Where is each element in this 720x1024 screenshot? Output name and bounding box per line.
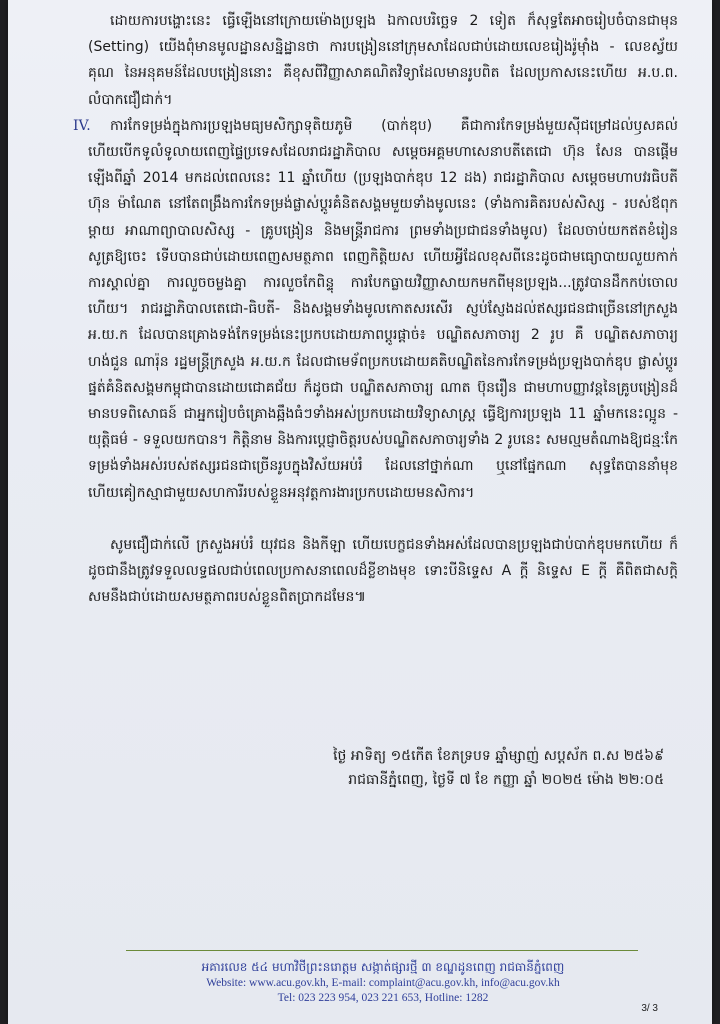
lunar-date: ថ្ងៃ អាទិត្យ ១៥កើត ខែភទ្របទ ឆ្នាំម្សាញ់ សប្តស័ក ព.ស ២៥៦៩	[333, 748, 664, 764]
letter-body	[73, 8, 678, 610]
footer-address: អគារលេខ ៥៤ មហាវិថីព្រះនរោត្តម សង្កាត់ផ្សារថ្មី ៣ ខណ្ឌដូនពេញ រាជធានីភ្នំពេញ	[201, 960, 565, 974]
item-iv-text: ការកែទម្រង់ក្នុងការប្រឡងមធ្យមសិក្សាទុតិយភូមិ (បាក់ឌុប) គឺជាការកែទម្រង់មួយស៊ីជម្រៅដល់ឫសគល់ ហើយបើកទូលំទូលាយពេញផ្ទៃប្រទេសដែលរាជរដ្ឋាភិបាល សម្តេចអគ្គមហាសេនាបតីតេជោ ហ៊ុន សែន បានផ្តើមឡើងពីឆ្នាំ 2014 មកដល់ពេលនេះ 11 ឆ្នាំហើយ (ប្រឡងបាក់ឌុប 12 ដង) រាជរដ្ឋាភិបាល សម្តេចមហាបវរធិបតី ហ៊ុន ម៉ាណែត នៅតែពង្រឹងការកែទម្រង់ផ្លាស់ប្តូរគំនិតសង្គមមួយទាំងមូលនេះ (ទាំងការគិតរបស់សិស្ស - របស់ឪពុកម្តាយ អាណាព្យាបាលសិស្ស - គ្រូបង្រៀន និងមន្ត្រីរាជការ ព្រមទាំងប្រជាជនទាំងមូល) ដែលចាប់យកឥតខំរៀនសូត្រឱ្យចេះ ទើបបានជាប់ដោយពេញសមត្ថភាព ពេញកិត្តិយស ហើយអ្វីដែលខុសពីនេះដូចជាមធ្យោបាយលួយកាក់ ការស្គាល់គ្នា ការលួចចម្លងគ្នា ការលួចកែពិន្ទុ ការបែកធ្លាយវិញ្ញាសាយកមកពីមុនប្រឡង...ត្រូវបានដឹកកប់ចោលហើយ។ រាជរដ្ឋាភិបាលតេជោ-ធិបតី- និងសង្គមទាំងមូលកោតសរសើរ ស្ញប់ស្ញែងដល់ឥស្សរជនជាច្រើននៅក្រសួង អ.យ.ក ដែលបានគ្រោងទង់កែទម្រង់នេះប្រកបដោយភាពប្តូរផ្តាច់៖ បណ្ឌិតសភាចារ្យ 2 រូប គឺ បណ្ឌិតសភាចារ្យ ហង់ជួន ណារ៉ុន រដ្ឋមន្ត្រីក្រសួង អ.យ.ក ដែលជាមេទ័ពប្រកបដោយគតិបណ្ឌិតនៃការកែទម្រង់ប្រឡងបាក់ឌុប ផ្លាស់ប្តូរផ្នត់គំនិតសង្គមកម្ពុជាបានដោយជោគជ័យ ក៏ដូចជា បណ្ឌិតសភាចារ្យ ណាត ប៊ុនរឿន ជាមហាបញ្ញាវន្តនៃគ្រូបង្រៀនដ៏មានបទពិសោធន៍ ជាអ្នករៀបចំគ្រោងឆ្អឹងធំៗទាំងអស់ប្រកបដោយវិទ្យាសាស្ត្រ ធ្វើឱ្យការប្រឡង 11 ឆ្នាំមកនេះល្អូន - យុត្តិធម៌ - ទទួលយកបាន។ កិត្តិនាម និងការប្តេជ្ញាចិត្តរបស់បណ្ឌិតសភាចារ្យទាំង 2 រូបនេះ សមល្មមតំណាងឱ្យជន្មៈកែទម្រង់ទាំងអស់របស់ឥស្សរជនជាច្រើនរូបក្នុងវិស័យអប់រំ ដែលនៅថ្នាក់ណា ឬនៅផ្នែកណា សុទ្ធតែបាននាំមុខ ហើយគៀកស្មាជាមួយសហការីរបស់ខ្លួនអនុវត្តការងារប្រកបដោយមនសិការ។	[88, 117, 678, 501]
footer-divider	[126, 950, 638, 951]
place-date: រាជធានីភ្នំពេញ, ថ្ងៃទី ៧ ខែ កញ្ញា ឆ្នាំ ២០២៥ ម៉ោង ២២:០៥	[348, 772, 664, 788]
footer	[128, 958, 638, 1006]
item-iv	[73, 113, 678, 506]
closing-paragraph: សូមជឿជាក់លើ ក្រសួងអប់រំ យុវជន និងកីឡា ហើយបេក្ខជនទាំងអស់ដែលបានប្រឡងជាប់បាក់ឌុបមកហើយ ក៏ដូចជានឹងត្រូវទទួលលទ្ធផលជាប់ពេលប្រកាសនាពេលដ៏ខ្លីខាងមុខ ទោះបីនិទ្ទេស A ក្តី និទ្ទេស E ក្តី គឺពិតជាសក្តិសមនឹងជាប់ដោយសមត្ថភាពរបស់ខ្លួនពិតប្រាកដមែន៕	[88, 536, 678, 606]
item-iv-label: IV.	[73, 117, 91, 134]
footer-website: Website: www.acu.gov.kh, E-mail: complaint@acu.gov.kh, info@acu.gov.kh	[206, 977, 560, 989]
signature-block	[234, 744, 664, 792]
page-number: 3/ 3	[641, 1003, 658, 1014]
footer-telephone: Tel: 023 223 954, 023 221 653, Hotline: 1282	[277, 992, 489, 1004]
paragraph-1: ដោយការបង្ហោះនេះ ធ្វើឡើងនៅក្រោយម៉ោងប្រឡង ឯកាលបរិច្ឆេទ 2 ទៀត ក៏សុទ្ធតែអាចរៀបចំបានជាមុន (Setting) យើងពុំមានមូលដ្ឋានសន្និដ្ឋានថា ការបង្រៀននៅក្រុមសាដែលជាប់ដោយលេខរៀងរ៉ូម៉ាំង - លេខស្វ័យគុណ នៃអនុគមន៍ដែលបង្រៀននោះ គឺខុសពីវិញ្ញាសាគណិតវិទ្យាដែលមានរូបពិត ដែលប្រកាសនេះហើយ អ.ប.ព. លំបាកជឿជាក់។	[88, 13, 678, 108]
document-page	[8, 0, 712, 1024]
